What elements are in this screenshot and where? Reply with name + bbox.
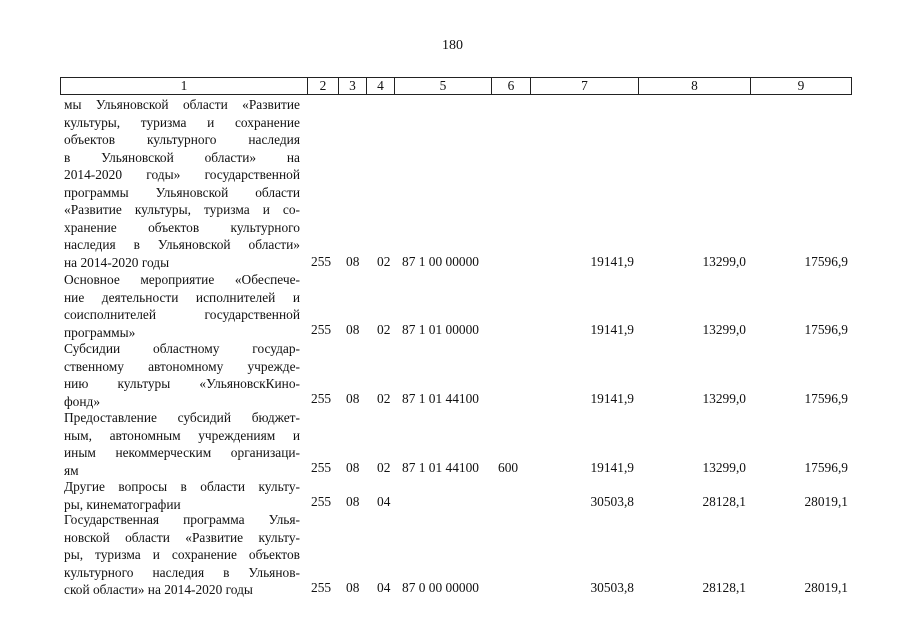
- cell-col-4: 04: [377, 580, 391, 595]
- description-line: мы Ульяновской области «Развитие: [64, 97, 300, 112]
- description-line: иным некоммерческим организаци-: [64, 445, 300, 460]
- cell-col-7: 19141,9: [590, 391, 634, 406]
- cell-col-3: 08: [346, 460, 360, 475]
- cell-col-9: 17596,9: [804, 391, 848, 406]
- cell-col-3: 08: [346, 254, 360, 269]
- cell-col-2: 255: [311, 254, 332, 269]
- cell-col-9: 17596,9: [804, 254, 848, 269]
- description-line: Субсидии областному государ-: [64, 341, 300, 356]
- description-line: ской области» на 2014-2020 годы: [64, 582, 253, 597]
- cell-col-2: 255: [311, 391, 332, 406]
- cell-col-7: 30503,8: [590, 580, 634, 595]
- description-line: культурного наследия в Ульянов-: [64, 564, 300, 580]
- cell-col-2: 255: [311, 322, 332, 337]
- cell-col-7: 19141,9: [590, 254, 634, 269]
- cell-col-3: 08: [346, 494, 360, 509]
- header-col-9: 9: [797, 78, 805, 93]
- cell-col-9: 28019,1: [804, 580, 848, 595]
- cell-col-3: 08: [346, 322, 360, 337]
- description-line: нию культуры «УльяновскКино-: [64, 376, 300, 391]
- cell-col-2: 255: [311, 460, 332, 475]
- cell-col-7: 19141,9: [590, 460, 634, 475]
- cell-col-2: 255: [311, 494, 332, 509]
- row-description: [64, 340, 300, 410]
- cell-col-9: 17596,9: [804, 460, 848, 475]
- description-line: ние деятельности исполнителей и: [64, 289, 300, 305]
- cell-col-5: 87 1 00 00000: [402, 254, 479, 269]
- row-description: [64, 271, 300, 341]
- description-line: Основное мероприятие «Обеспече-: [64, 272, 300, 287]
- description-line: ры, туризма и сохранение объектов: [64, 547, 300, 562]
- header-col-1: 1: [61, 78, 308, 94]
- cell-col-7: 30503,8: [590, 494, 634, 509]
- description-line: ным, автономным учреждениям и: [64, 427, 300, 443]
- cell-col-2: 255: [311, 580, 332, 595]
- row-description: [64, 409, 300, 479]
- header-col-7: 7: [531, 78, 639, 94]
- cell-col-8: 28128,1: [702, 494, 746, 509]
- description-line: 2014-2020 годы» государственной: [64, 167, 300, 182]
- header-col-6: 6: [492, 78, 531, 94]
- description-line: ственному автономному учрежде-: [64, 358, 300, 374]
- cell-col-6: 600: [498, 460, 519, 475]
- header-col-3: 3: [339, 78, 367, 94]
- description-line: соисполнителей государственной: [64, 307, 300, 322]
- cell-col-5: 87 1 01 44100: [402, 460, 479, 475]
- table-header: [60, 77, 852, 95]
- description-line: программы Ульяновской области: [64, 184, 300, 200]
- cell-col-4: 02: [377, 391, 391, 406]
- cell-col-9: 28019,1: [804, 494, 848, 509]
- cell-col-8: 13299,0: [702, 254, 746, 269]
- header-col-2: 2: [308, 78, 339, 94]
- description-line: хранение объектов культурного: [64, 219, 300, 235]
- header-col-5: 5: [395, 78, 492, 94]
- cell-col-5: 87 0 00 00000: [402, 580, 479, 595]
- cell-col-3: 08: [346, 391, 360, 406]
- description-line: новской области «Развитие культу-: [64, 529, 300, 545]
- cell-col-8: 13299,0: [702, 460, 746, 475]
- header-col-4: 4: [367, 78, 395, 94]
- description-line: Другие вопросы в области культу-: [64, 479, 300, 494]
- cell-col-8: 28128,1: [702, 580, 746, 595]
- description-line: Предоставление субсидий бюджет-: [64, 410, 300, 425]
- cell-col-8: 13299,0: [702, 322, 746, 337]
- description-line: Государственная программа Улья-: [64, 512, 300, 527]
- row-description: [64, 511, 300, 599]
- cell-col-4: 02: [377, 460, 391, 475]
- cell-col-7: 19141,9: [590, 322, 634, 337]
- description-line: объектов культурного наследия: [64, 132, 300, 147]
- description-line: культуры, туризма и сохранение: [64, 114, 300, 130]
- cell-col-8: 13299,0: [702, 391, 746, 406]
- cell-col-4: 02: [377, 322, 391, 337]
- cell-col-4: 04: [377, 494, 391, 509]
- page-number: 180: [442, 38, 463, 53]
- description-line: наследия в Ульяновской области»: [64, 237, 300, 252]
- cell-col-4: 02: [377, 254, 391, 269]
- description-line: в Ульяновской области» на: [64, 149, 300, 165]
- description-line: фонд»: [64, 393, 101, 409]
- cell-col-9: 17596,9: [804, 322, 848, 337]
- header-col-8: 8: [639, 78, 751, 94]
- cell-col-5: 87 1 01 44100: [402, 391, 479, 406]
- description-line: на 2014-2020 годы: [64, 254, 170, 270]
- description-line: «Развитие культуры, туризма и со-: [64, 202, 300, 217]
- cell-col-3: 08: [346, 580, 360, 595]
- description-line: ры, кинематографии: [64, 496, 181, 512]
- row-description: [64, 478, 300, 513]
- cell-col-5: 87 1 01 00000: [402, 322, 479, 337]
- description-line: ям: [64, 462, 79, 478]
- row-description: [64, 96, 300, 271]
- description-line: программы»: [64, 324, 136, 340]
